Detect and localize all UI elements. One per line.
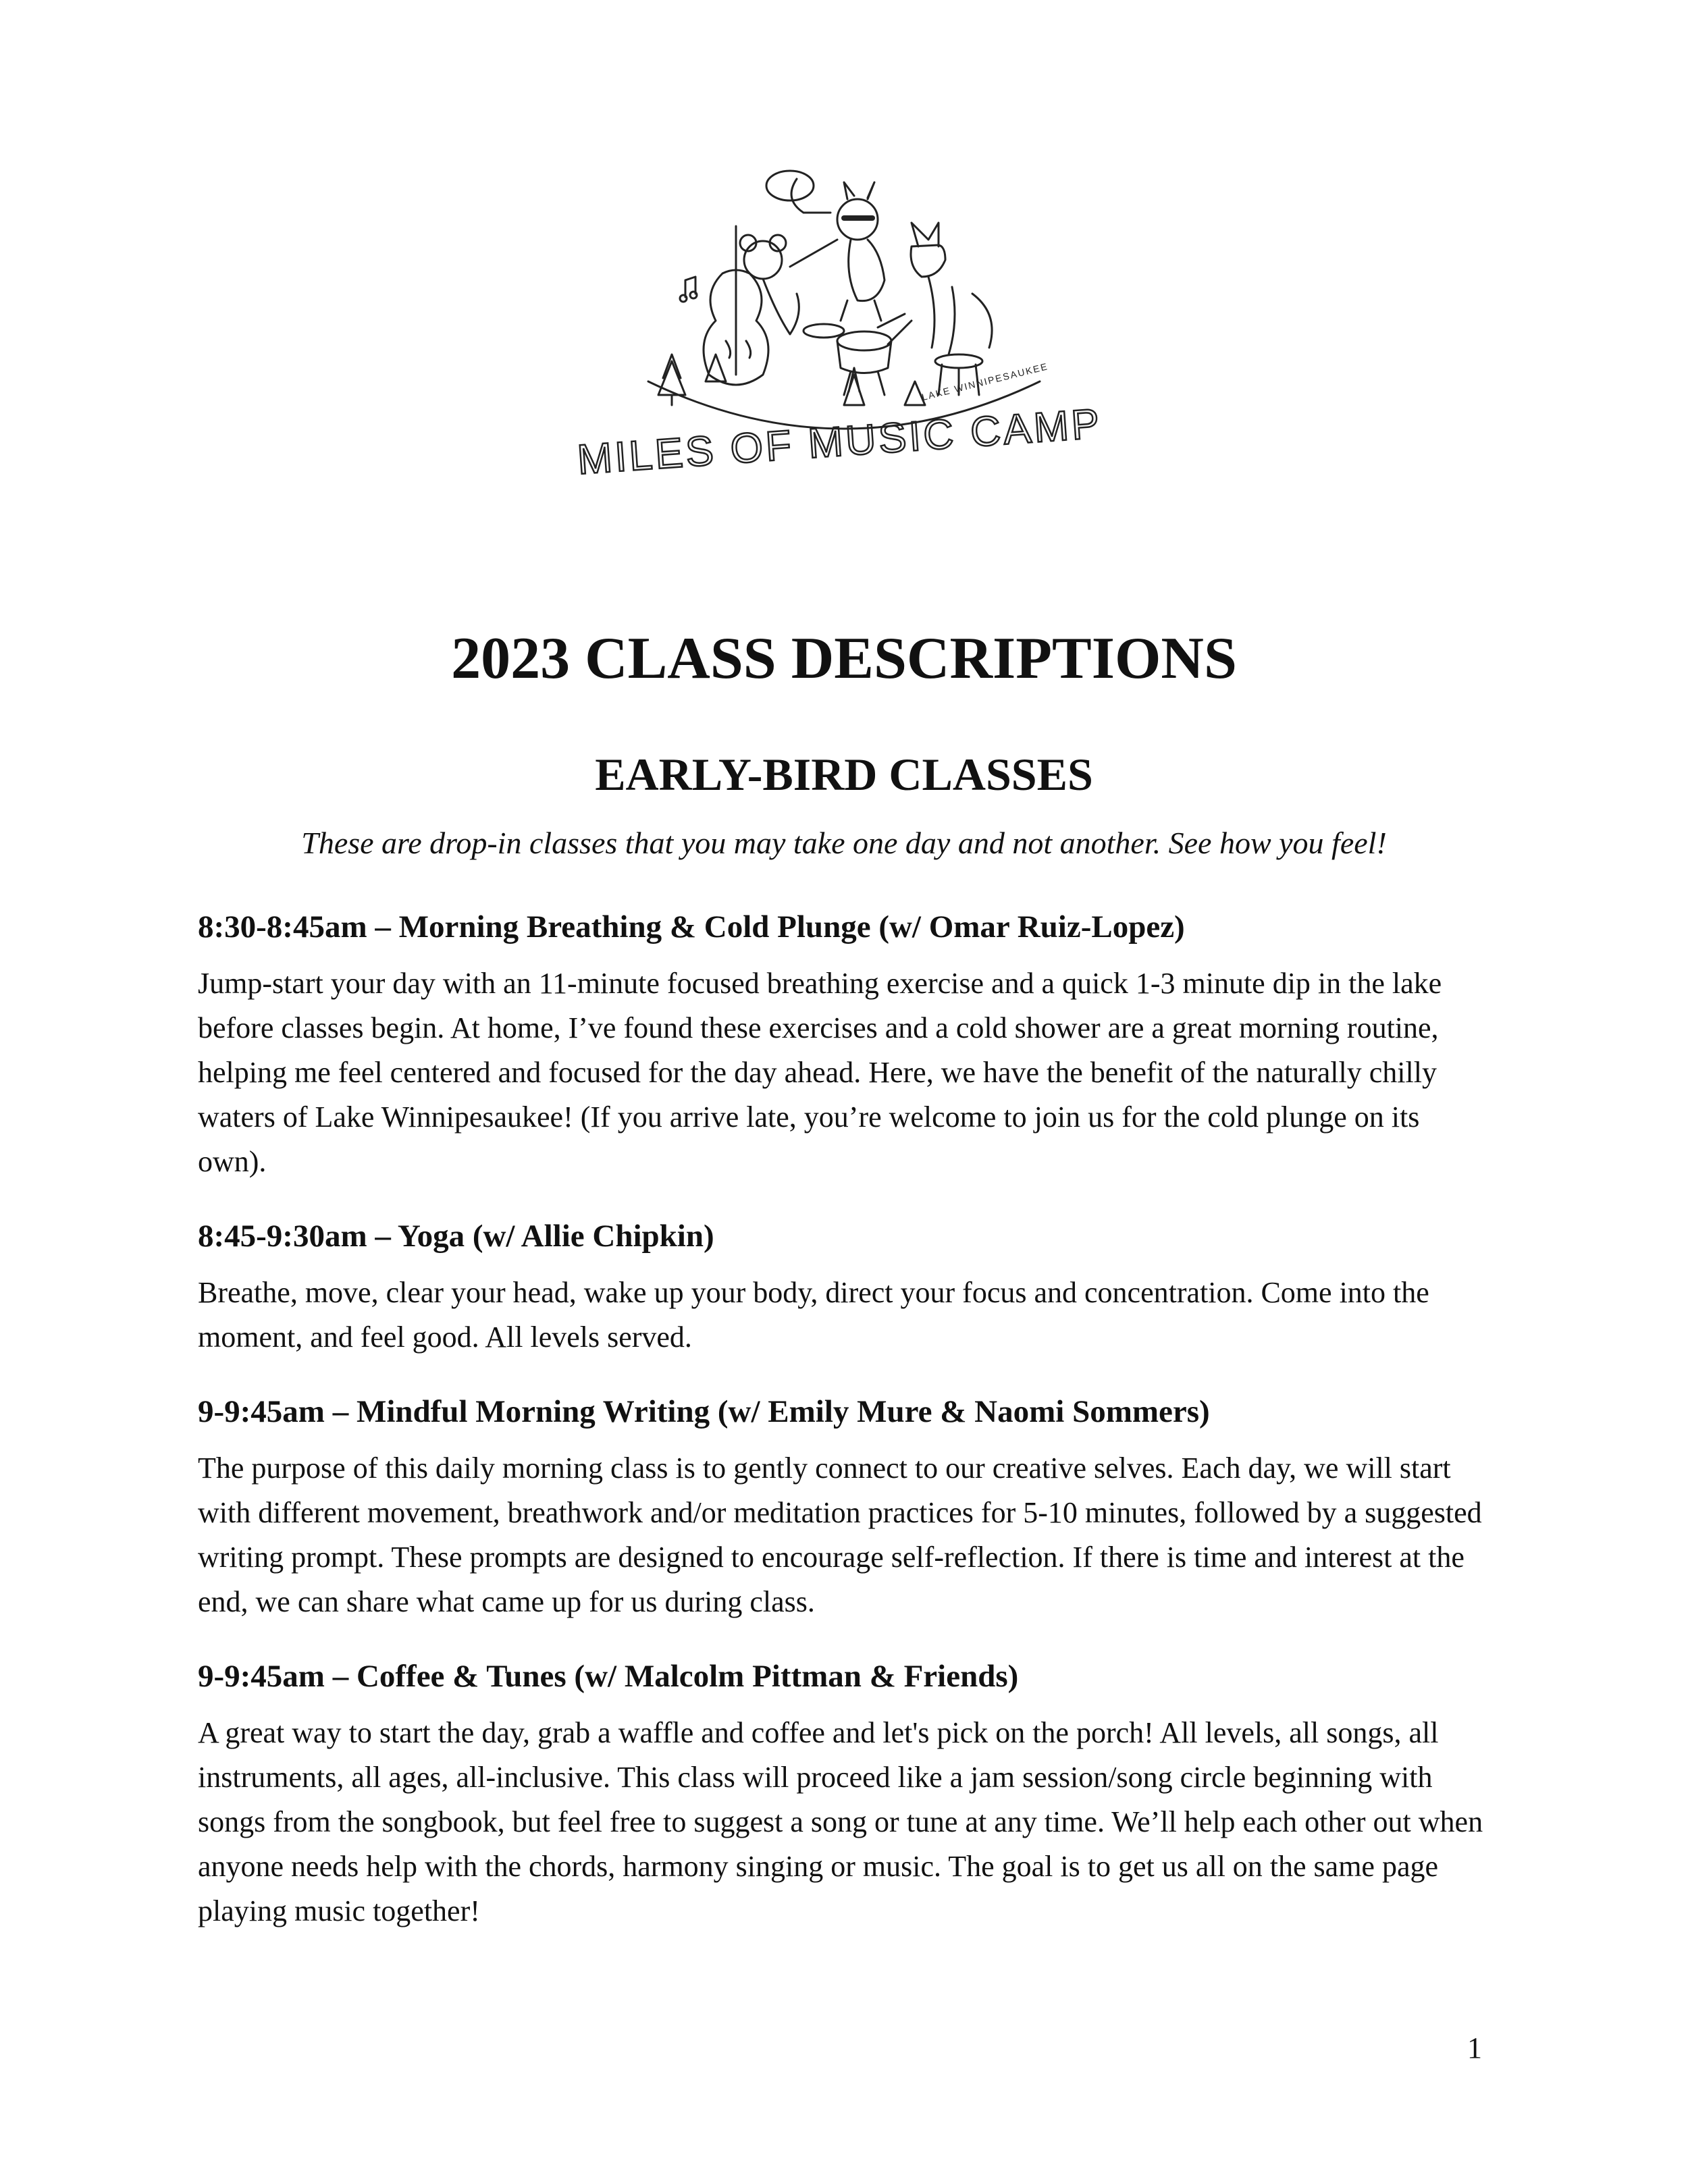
logo-wordmark: MILES OF MUSIC CAMP [575, 400, 1104, 484]
page-number: 1 [1467, 2031, 1482, 2065]
class-description: Jump-start your day with an 11-minute focused breathing exercise and a quick 1-3 minute dip in the lake before classes begin. At home, I’ve found these exercises and a cold shower are a great morning routine, helping me feel centered and focused for the day ahead. Here, we have the benefit of the naturally chilly waters of Lake Winnipesaukee! (If you arrive late, you’re welcome to join us for the cold plunge on its own). [198, 967, 1442, 1178]
class-item [198, 905, 1494, 1184]
section-intro: These are drop-in classes that you may take one day and not another. See how you feel! [301, 826, 1387, 860]
class-description: Breathe, move, clear your head, wake up your body, direct your focus and concentration. Come into the moment, and feel good. All levels served. [198, 1276, 1429, 1354]
page-title: 2023 CLASS DESCRIPTIONS [451, 626, 1237, 691]
class-item [198, 1654, 1494, 1934]
logo-lake-text: LAKE WINNIPESAUKEE [920, 361, 1050, 403]
camp-logo [575, 159, 1104, 537]
class-description: A great way to start the day, grab a waffle and coffee and let's pick on the porch! All levels, all songs, all instruments, all ages, all-inclusive. This class will proceed like a jam session/song circle beginning with songs from the songbook, but feel free to suggest a song or tune at any time. We’ll help each other out when anyone needs help with the chords, harmony singing or music. The goal is to get us all on the same page playing music together! [198, 1716, 1483, 1927]
class-item [198, 1214, 1494, 1360]
class-heading: 9-9:45am – Mindful Morning Writing (w/ Emily Mure & Naomi Sommers) [198, 1394, 1210, 1429]
class-heading: 8:30-8:45am – Morning Breathing & Cold Plunge (w/ Omar Ruiz-Lopez) [198, 909, 1185, 944]
class-list [198, 905, 1494, 1963]
class-item [198, 1389, 1494, 1624]
class-heading: 8:45-9:30am – Yoga (w/ Allie Chipkin) [198, 1219, 714, 1254]
section-title: EARLY-BIRD CLASSES [595, 749, 1093, 800]
class-heading: 9-9:45am – Coffee & Tunes (w/ Malcolm Pittman & Friends) [198, 1659, 1019, 1694]
class-description: The purpose of this daily morning class is to gently connect to our creative selves. Each day, we will start with different movement, breathwork and/or meditation practices for 5-10 minutes, followed by a suggested writing prompt. These prompts are designed to encourage self-reflection. If there is time and interest at the end, we can share what came up for us during class. [198, 1451, 1482, 1618]
camp-logo-illustration [575, 159, 1104, 537]
